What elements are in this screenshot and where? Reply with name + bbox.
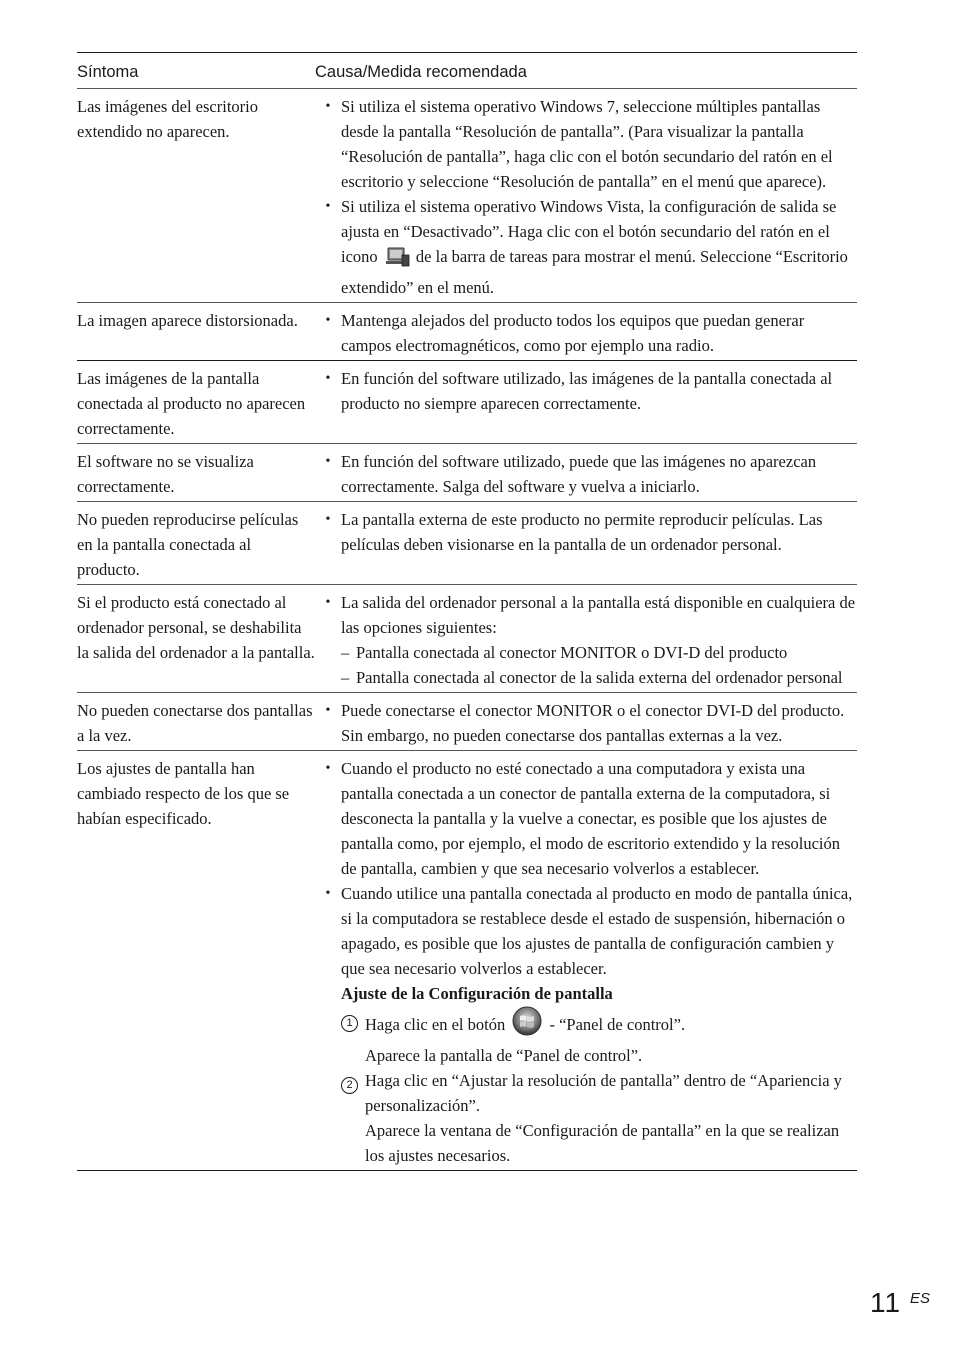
bullet-text: Puede conectarse el conector MONITOR o el conector DVI-D del producto. Sin embargo, no pueden conectarse dos pantallas externas a la vez. [341,701,845,745]
cause-cell [315,308,857,358]
table-row [77,751,857,1171]
bullet-text: En función del software utilizado, las imágenes de la pantalla conectada al producto no siempre aparecen correctamente. [341,369,833,413]
symptom-cell: No pueden reproducirse películas en la pantalla conectada al producto. [77,510,299,579]
symptom-header: Síntoma [77,63,139,81]
bullet: • [325,99,331,114]
list-item [315,308,857,358]
symptom-cell: Los ajustes de pantalla han cambiado respecto de los que se habían especificado. [77,759,290,828]
symptom-cell: La imagen aparece distorsionada. [77,311,298,330]
table-header [77,53,857,89]
cause-cell [315,449,857,499]
list-item [315,194,857,300]
list-item [315,449,857,499]
symptom-cell: Las imágenes de la pantalla conectada al producto no aparecen correctamente. [77,369,306,438]
list-item [315,366,857,416]
troubleshooting-table [77,52,857,1171]
list-item [315,590,857,690]
cause-cell [315,756,857,1168]
bullet: • [325,595,331,610]
page-number: 11 [870,1287,902,1318]
symptom-cell: No pueden conectarse dos pantallas a la vez. [77,701,313,745]
bullet-text: La salida del ordenador personal a la pantalla está disponible en cualquiera de las opciones siguientes: [341,593,856,637]
bullet-text: Cuando utilice una pantalla conectada al producto en modo de pantalla única, si la computadora se restablece desde el estado de suspensión, hibernación o apagado, es posible que los ajustes de pantalla de configuración cambien y que sea necesario volverlos a establecer. [341,884,853,978]
cause-cell [315,590,857,690]
step-result: Aparece la ventana de “Configuración de pantalla” en la que se realizan los ajustes necesarios. [365,1121,840,1165]
bullet: • [325,454,331,469]
bullet: • [325,512,331,527]
bullet: • [325,313,331,328]
list-item [315,756,857,881]
procedure-step [341,1068,857,1168]
bullet: • [325,703,331,718]
cause-cell [315,507,857,582]
dash-item [341,640,857,665]
cause-cell [315,94,857,300]
table-row [77,361,857,444]
symptom-cell: El software no se visualiza correctamente. [77,452,254,496]
step-number: 1 [341,1015,358,1032]
bullet: • [325,761,331,776]
bullet: • [325,886,331,901]
bullet: • [325,371,331,386]
cause-cell [315,698,857,748]
dash-text: Pantalla conectada al conector MONITOR o DVI-D del producto [356,643,788,662]
bullet-text: Cuando el producto no esté conectado a una computadora y exista una pantalla conectada a un conector de pantalla externa de la computadora, si desconecta la pantalla y la vuelve a conectar, es posible que los ajustes de pantalla como, por ejemplo, el modo de escritorio extendido y la resolución de pantalla, cambien y que sea necesario volverlos a establecer. [341,759,840,878]
bullet-text: Mantenga alejados del producto todos los equipos que puedan generar campos electromagnéticos, como por ejemplo una radio. [341,311,805,355]
step-text-pre: Haga clic en el botón [365,1015,506,1034]
table-row [77,444,857,502]
cause-header: Causa/Medida recomendada [315,63,527,81]
dash-mark: – [341,643,350,662]
procedure-step [341,1006,857,1068]
dash-mark: – [341,668,350,687]
step-text-post: - “Panel de control”. [549,1015,686,1034]
list-item [315,881,857,981]
display-taskbar-icon [384,246,410,275]
table-row [77,303,857,361]
bullet-text: Si utiliza el sistema operativo Windows 7, seleccione múltiples pantallas desde la pantalla “Resolución de pantalla”. (Para visualizar la pantalla “Resolución de pantalla”, haga clic con el botón secundario del ratón en el escritorio y seleccione “Resolución de pantalla” en el menú que aparece). [341,97,833,191]
procedure-heading: Ajuste de la Configuración de pantalla [341,984,613,1003]
bullet-text-post: de la barra de tareas para mostrar el menú. Seleccione “Escritorio extendido” en el menú. [341,247,848,297]
cause-cell [315,366,857,441]
list-item [315,507,857,557]
symptom-cell: Si el producto está conectado al ordenador personal, se deshabilita la salida del ordenador a la pantalla. [77,593,315,662]
bullet-text [341,194,857,300]
procedure [315,981,857,1168]
language-code: ES [910,1290,931,1307]
bullet-text: En función del software utilizado, puede que las imágenes no aparezcan correctamente. Salga del software y vuelva a iniciarlo. [341,452,817,496]
bullet-text-pre: Si utiliza el sistema operativo Windows Vista, la configuración de salida se ajusta en “Desactivado”. Haga clic con el botón secundario del ratón en el icono [341,197,837,266]
step-text: Haga clic en “Ajustar la resolución de pantalla” dentro de “Apariencia y personalización”. [365,1071,842,1115]
table-row [77,502,857,585]
table-row [77,693,857,751]
dash-text: Pantalla conectada al conector de la salida externa del ordenador personal [356,668,843,687]
bullet: • [325,199,331,214]
step-result: Aparece la pantalla de “Panel de control”. [365,1046,643,1065]
list-item [315,698,857,748]
windows-start-button-icon [511,1006,543,1043]
dash-item [341,665,857,690]
table-row [77,89,857,303]
step-number: 2 [341,1077,358,1094]
bullet-text: La pantalla externa de este producto no permite reproducir películas. Las películas deben visionarse en la pantalla de un ordenador personal. [341,510,823,554]
table-row [77,585,857,693]
symptom-cell: Las imágenes del escritorio extendido no aparecen. [77,97,258,141]
list-item [315,94,857,194]
